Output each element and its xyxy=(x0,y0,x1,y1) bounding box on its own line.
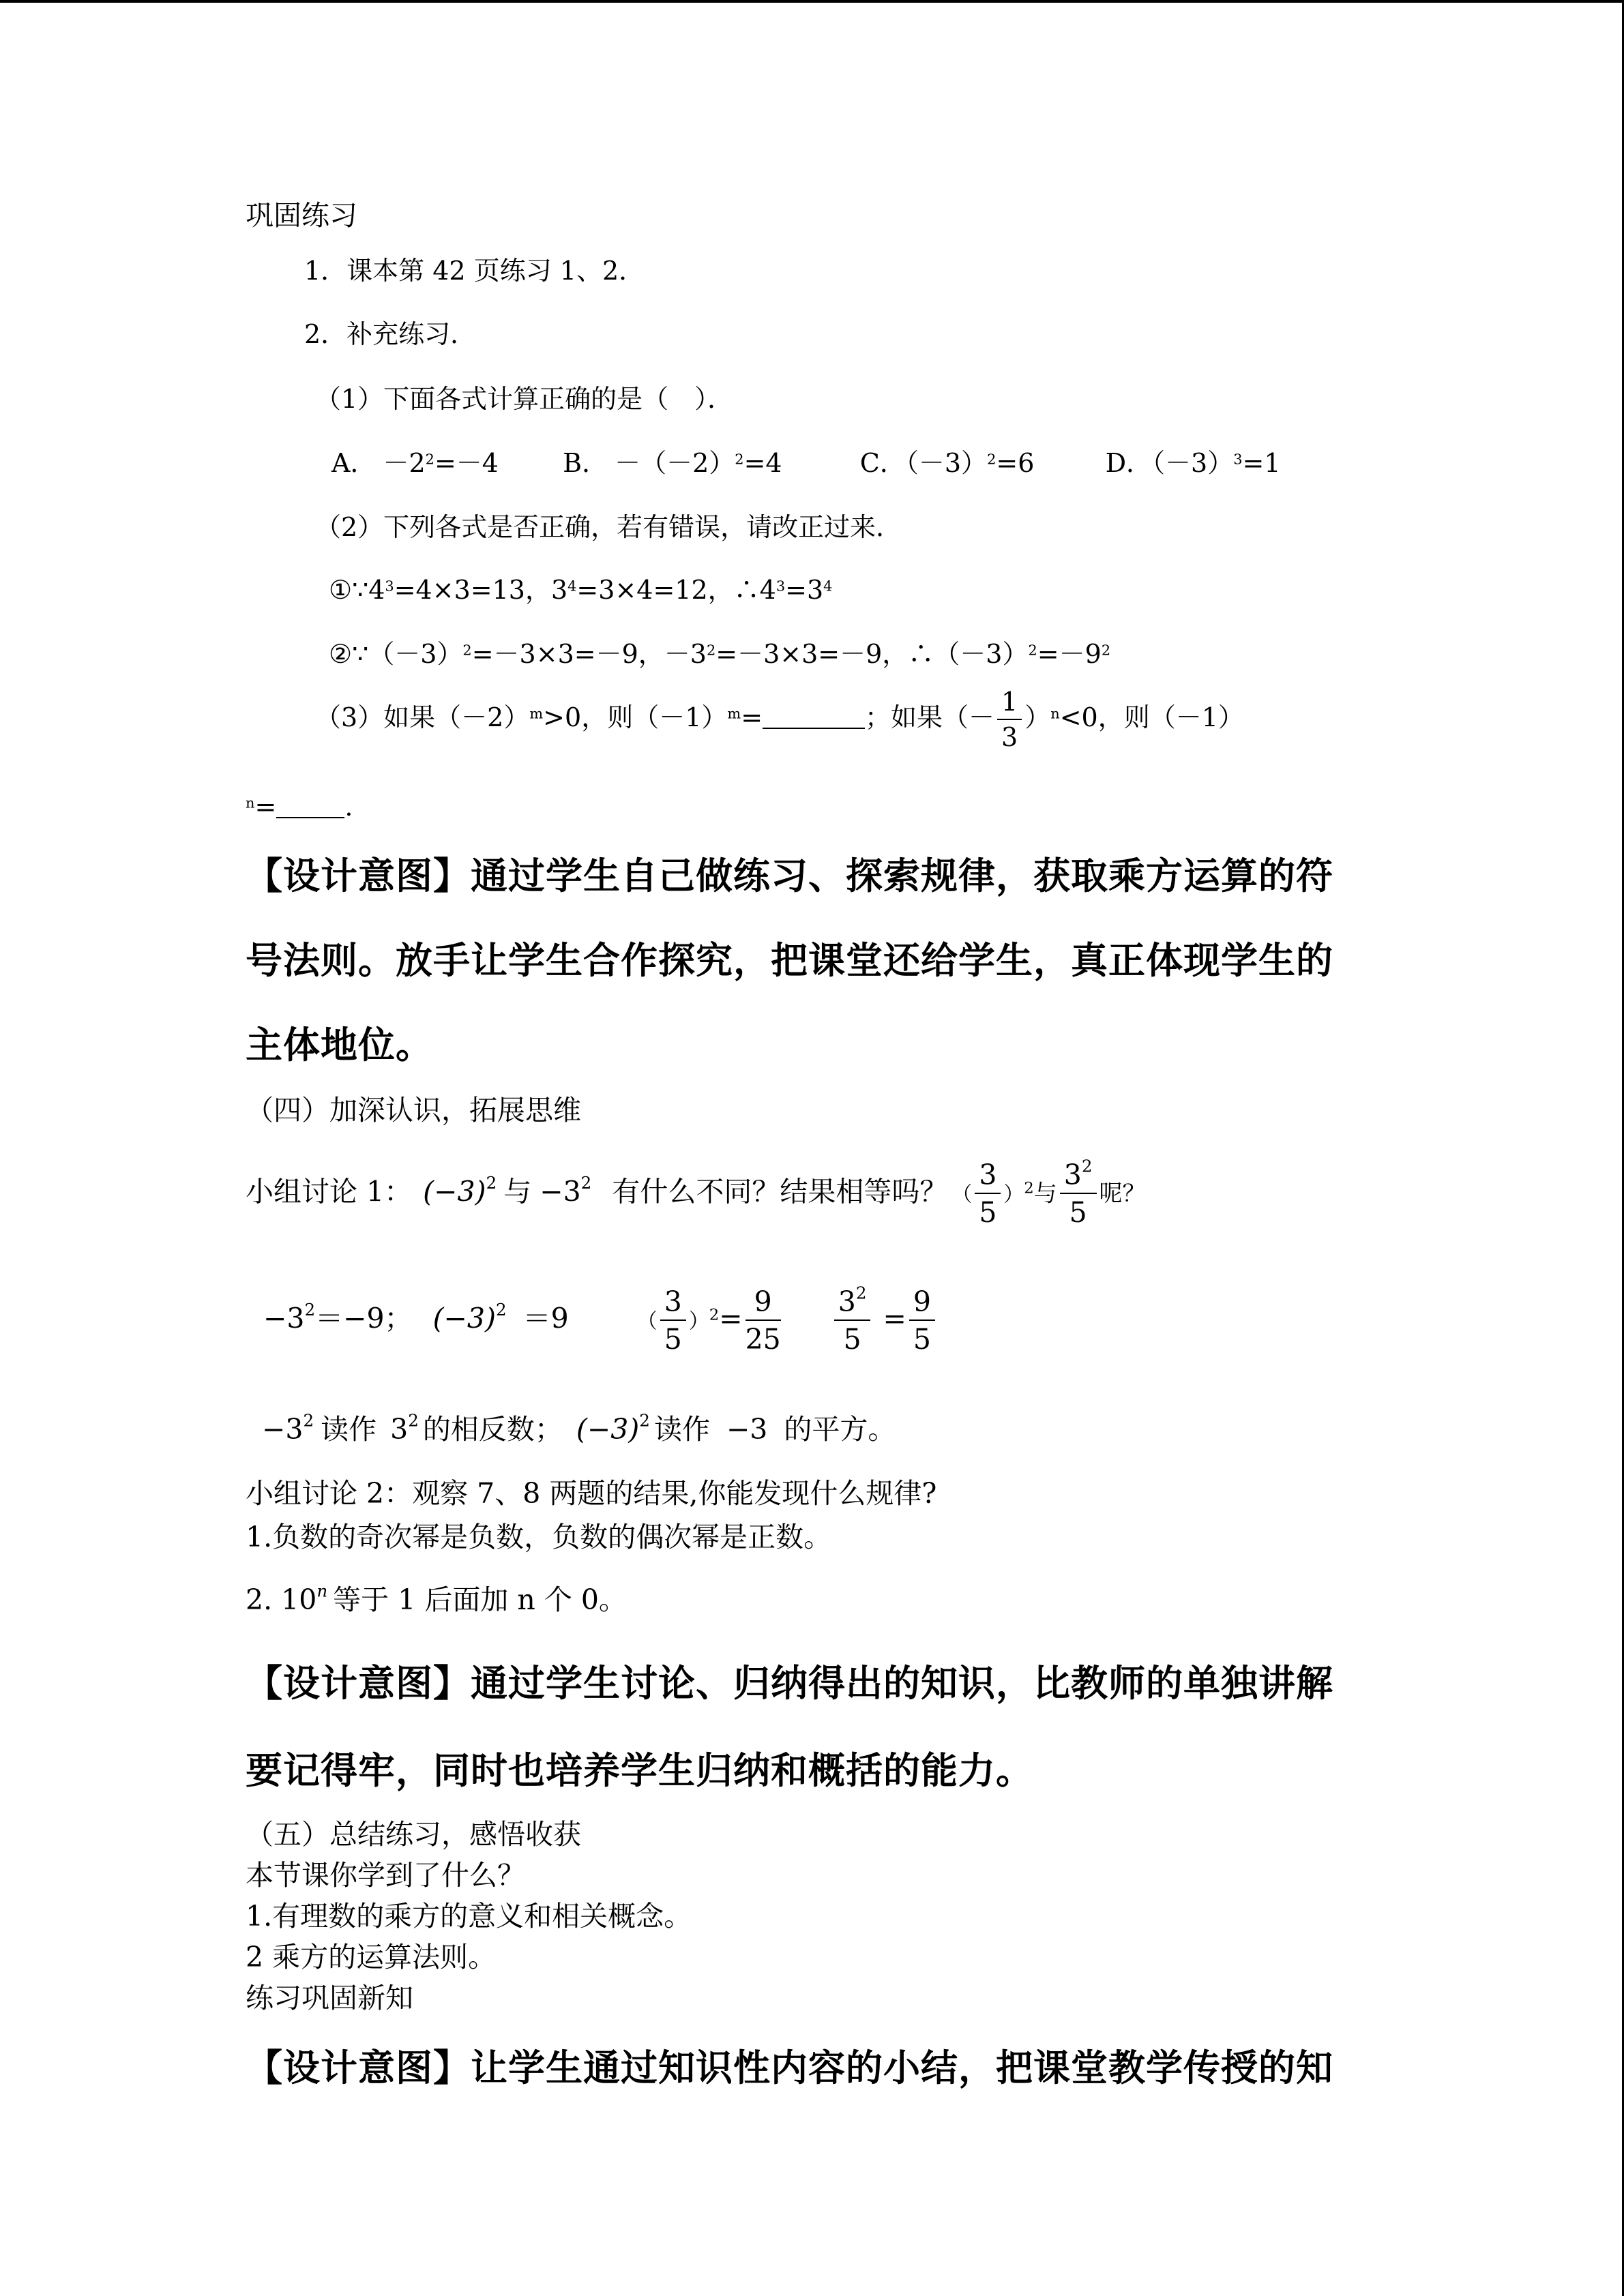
page-top-border xyxy=(0,0,1624,3)
fraction-three-squared-over-five: $\frac{3^2}{5}$ xyxy=(1060,1159,1097,1229)
design-intent-1-line-2: 号法则。放手让学生合作探究，把课堂还给学生，真正体现学生的 xyxy=(246,939,1333,982)
question-1: （1）下面各式计算正确的是（ ）． xyxy=(315,384,734,414)
option-b: B． $-(-2)^2=4$ xyxy=(563,448,782,478)
exercise-1: 1．课本第 42 页练习 1、2． xyxy=(304,256,645,286)
design-intent-1-line-3: 主体地位。 xyxy=(246,1024,433,1067)
design-intent-3: 【设计意图】让学生通过知识性内容的小结，把课堂教学传授的知 xyxy=(246,2046,1333,2089)
design-intent-2-line-2: 要记得牢，同时也培养学生归纳和概括的能力。 xyxy=(246,1749,1033,1792)
group-discussion-2: 小组讨论 2：观察 7、8 两题的结果,你能发现什么规律? xyxy=(246,1477,937,1510)
question-3: （3）如果$(-2)^m>0$，则$(-1)^m=$ ；如果（－ $\frac{1}{3}$ ）$^n$<0，则（－1） xyxy=(315,687,1244,752)
summary-1: 1.有理数的乘方的意义和相关概念。 xyxy=(246,1900,692,1933)
practice-heading: 练习巩固新知 xyxy=(246,1982,413,2014)
question-1-options xyxy=(331,450,1281,476)
summary-2: 2 乘方的运算法则。 xyxy=(246,1941,497,1973)
answer-blank-1[interactable] xyxy=(763,702,865,729)
section-4-heading: （四）加深认识，拓展思维 xyxy=(246,1094,581,1127)
summary-question: 本节课你学到了什么？ xyxy=(246,1859,525,1892)
group-discussion-1: 小组讨论 1： $(-3)^2$ 与 $-3^2$ 有什么不同？结果相等吗？ （ $\frac{3}{5}$ ）$^2$与 $\frac{3^2}{5}$ 呢？ xyxy=(246,1156,1146,1229)
reading-line: $-3^2$ 读作 $3^2$ 的相反数； $(-3)^2$ 读作 −3 的平方。 xyxy=(262,1410,896,1446)
rule-1: 1.负数的奇次幂是负数，负数的偶次幂是正数。 xyxy=(246,1521,832,1553)
answer-blank-2[interactable] xyxy=(276,791,344,818)
design-intent-2-line-1: 【设计意图】通过学生讨论、归纳得出的知识，比教师的单独讲解 xyxy=(246,1662,1333,1705)
option-c: C．$(-3)^2=6$ xyxy=(859,448,1035,478)
fraction-nine-twentyfifths: $\frac{9}{25}$ xyxy=(745,1285,781,1356)
fraction-one-third: $\frac{1}{3}$ xyxy=(997,687,1022,752)
section-5-heading: （五）总结练习，感悟收获 xyxy=(246,1818,581,1851)
fraction-three-fifths: $\frac{3}{5}$ xyxy=(975,1159,1001,1229)
fraction-three-fifths-2: $\frac{3}{5}$ xyxy=(660,1286,686,1356)
question-2: （2）下列各式是否正确，若有错误，请改正过来． xyxy=(315,512,902,542)
heading-gonggu: 巩固练习 xyxy=(246,199,357,232)
fraction-three-squared-over-five-2: $\frac{3^2}{5}$ xyxy=(834,1286,871,1356)
result-line: $-3^2=-9$； $(-3)^2 =9$ （ $\frac{3}{5}$ ）$^2$= $\frac{9}{25}$ $\frac{3^2}{5}$ = $\frac{9}{5}$ xyxy=(263,1286,938,1356)
question-2-item-1: $①\because 4^3=4\times 3=13$，$3^4=3\times 4=12$，$\therefore 4^3=3^4$ xyxy=(329,575,833,605)
question-3-continued: $^n$= . xyxy=(246,792,353,822)
rule-2: 2. 10$^n$ 等于 1 后面加 n 个 0。 xyxy=(246,1581,627,1616)
exercise-2: 2．补充练习． xyxy=(304,319,477,349)
option-a: A． $-2^2=-4$ xyxy=(331,448,499,478)
question-2-item-2: $②\because(-3)^2=-3\times 3=-9$，$-3^2=-3\times 3=-9$，$\therefore(-3)^2=-9^2$ xyxy=(329,639,1111,669)
design-intent-1-line-1: 【设计意图】通过学生自己做练习、探索规律，获取乘方运算的符 xyxy=(246,854,1333,897)
option-d: D．$(-3)^3=1$ xyxy=(1105,448,1281,478)
fraction-nine-fifths: $\frac{9}{5}$ xyxy=(909,1286,935,1356)
